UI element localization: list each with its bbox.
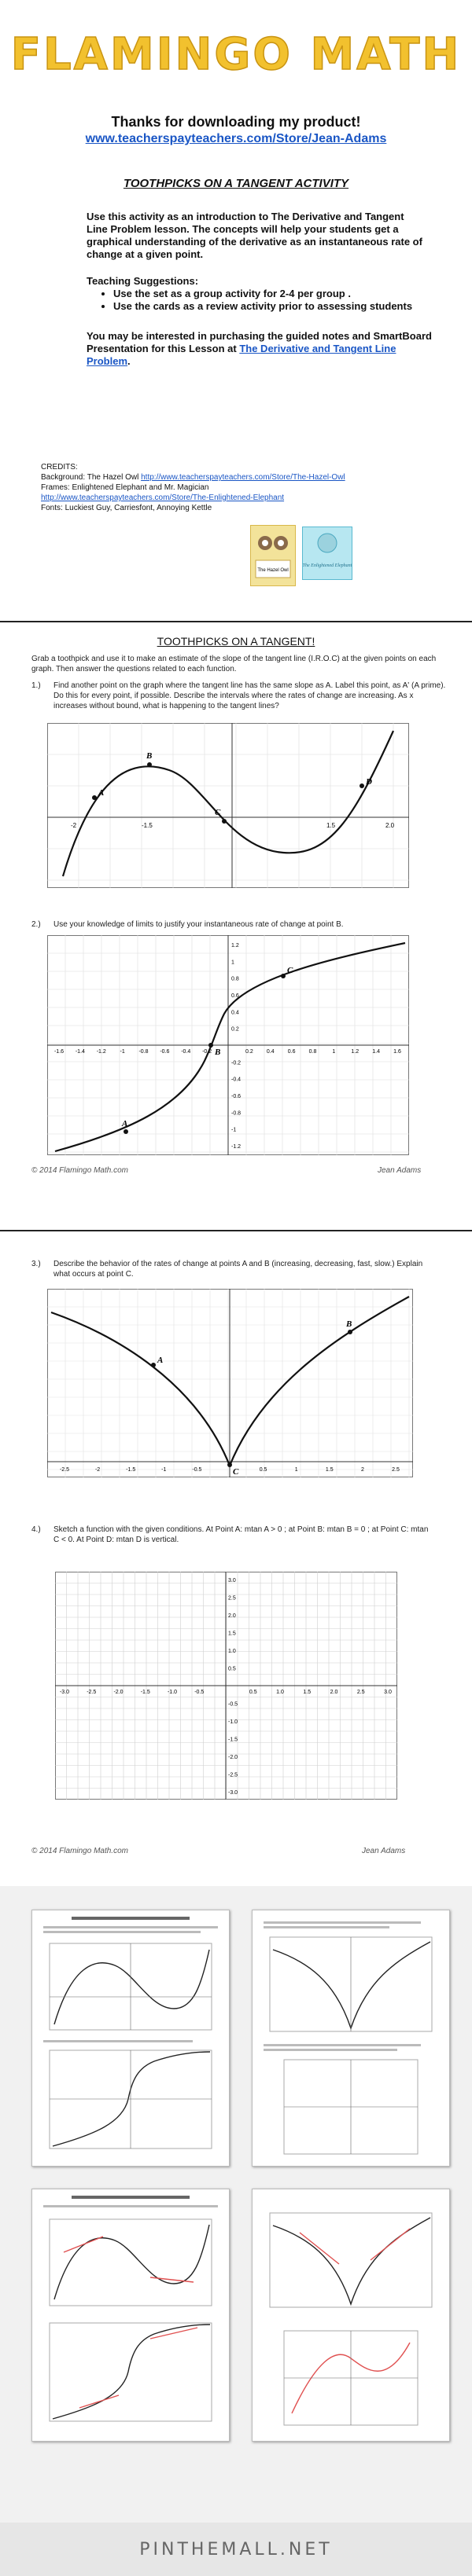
brand-title-banner [0, 0, 472, 94]
graph-1-tick: 1.5 [326, 822, 336, 829]
graph-2-y-tick: -0.6 [231, 1094, 242, 1099]
graph-2-y-tick: 0.4 [231, 1010, 239, 1016]
graph-4-y-tick: -1.0 [228, 1719, 238, 1725]
graph-1-label-d: D [366, 777, 372, 787]
graph-1-point-a [92, 795, 97, 800]
lesson-link[interactable]: The Derivative and Tangent Line Problem [87, 343, 396, 367]
credits-heading: CREDITS: [41, 463, 78, 472]
graph-2-point-b [208, 1043, 213, 1048]
graph-4-y-tick: -0.5 [228, 1701, 238, 1708]
graph-2-y-tick: -0.2 [231, 1060, 242, 1066]
purchase-text: You may be interested in purchasing the guided notes and SmartBoard Presentation for this Lesson at [87, 330, 432, 354]
question-4-number: 4.) [31, 1525, 41, 1534]
graph-1-point-b [147, 762, 152, 767]
graph-4-y-tick: -3.0 [228, 1790, 238, 1796]
graph-1 [47, 723, 409, 888]
page-divider [0, 1230, 472, 1231]
graph-2-label-c: C [287, 966, 293, 975]
preview-thumbnail-page-2[interactable] [31, 1910, 230, 2167]
question-1-number: 1.) [31, 681, 41, 690]
graph-3-x-tick: 1.5 [325, 1467, 334, 1473]
graph-3-x-tick: -0.5 [192, 1467, 202, 1473]
graph-2-x-tick: -0.6 [160, 1049, 170, 1055]
graph-3-x-tick: -1 [161, 1467, 167, 1473]
graph-2 [47, 935, 409, 1155]
graph-4-x-tick: -2.0 [113, 1690, 124, 1695]
graph-2-x-tick: -1 [120, 1049, 125, 1055]
graph-4-y-tick: 1.5 [228, 1631, 236, 1637]
graph-2-x-tick: -0.2 [202, 1049, 212, 1055]
graph-4-y-tick: 3.0 [228, 1578, 236, 1583]
question-1-text: Find another point on the graph where the tangent line has the same slope as A. Label this point, as A' (A prime). Do this for every point, if possible. Describe the intervals where the rates of change are increasing. As x increases without bound, what is happening to the tangent lines? [53, 681, 446, 710]
graph-2-y-tick: -1.2 [231, 1144, 242, 1150]
question-4-text: Sketch a function with the given conditions. At Point A: mtan A > 0 ; at Point B: mtan B = 0 ; at Point C: mtan C < 0. At Point D: mtan D is vertical. [53, 1525, 429, 1544]
graph-3-point-a [151, 1363, 156, 1367]
graph-2-point-c [281, 974, 286, 978]
graph-3-label-a: A [157, 1356, 164, 1365]
graph-2-x-tick: 0.4 [266, 1049, 275, 1055]
graph-4-y-tick: 2.5 [228, 1595, 236, 1602]
preview-thumbnail-answers-page-3[interactable] [252, 2189, 450, 2442]
graph-2-x-tick: 0.2 [245, 1049, 253, 1055]
purchase-paragraph [87, 330, 433, 368]
graph-4-y-tick: 0.5 [228, 1666, 236, 1672]
graph-3-label-c: C [233, 1467, 239, 1477]
graph-2-y-tick: 0.8 [231, 976, 239, 982]
graph-4-y-tick: 2.0 [228, 1613, 236, 1619]
graph-4-x-tick: -1.5 [140, 1690, 150, 1695]
graph-3-x-tick: 1 [294, 1467, 298, 1473]
graph-3-x-tick: 2.5 [392, 1467, 400, 1473]
graph-2-x-tick: 1 [332, 1049, 336, 1055]
graph-2-x-tick: -1.6 [53, 1049, 65, 1055]
graph-4-y-tick: 1.0 [228, 1649, 236, 1654]
graph-4-x-tick: 0.5 [249, 1690, 257, 1695]
graph-2-y-tick: -0.4 [231, 1077, 242, 1083]
graph-3 [47, 1289, 413, 1477]
graph-3-x-tick: 0.5 [259, 1467, 267, 1473]
logo1-text: The Hazel Owl [257, 568, 289, 573]
question-3-text: Describe the behavior of the rates of change at points A and B (increasing, decreasing, fast, slow.) Explain what occurs at point C. [53, 1260, 423, 1279]
graph-2-x-tick: 0.6 [287, 1049, 296, 1055]
graph-1-label-c: C [215, 808, 221, 817]
worksheet-title: TOOTHPICKS ON A TANGENT! [157, 635, 315, 648]
graph-1-tick: 2.0 [385, 822, 395, 829]
graph-1-tick: -1.5 [142, 822, 153, 829]
graph-2-point-a [124, 1129, 128, 1134]
graph-2-label-b: B [215, 1048, 221, 1057]
graph-4-x-tick: -2.5 [87, 1690, 97, 1695]
graph-3-point-c [227, 1462, 232, 1467]
graph-4-blank-grid[interactable] [55, 1572, 397, 1800]
worksheet-instructions: Grab a toothpick and use it to make an estimate of the slope of the tangent line (I.R.O.C) at the given points on each graph. Then answer the questions related to each function. [31, 655, 437, 673]
page-2-footer-left: © 2014 Flamingo Math.com [31, 1166, 128, 1175]
preview-thumbnail-answers-page-2[interactable] [31, 2189, 230, 2442]
graph-2-y-tick: -1 [231, 1127, 237, 1133]
hazel-owl-logo [250, 525, 296, 586]
graph-3-x-tick: 2 [360, 1467, 364, 1473]
graph-1-label-b: B [146, 751, 153, 761]
question-2-text: Use your knowledge of limits to justify your instantaneous rate of change at point B. [53, 920, 344, 929]
credit-background-link[interactable]: http://www.teacherspayteachers.com/Store/The-Hazel-Owl [141, 473, 345, 482]
graph-1-label-a: A [98, 788, 105, 798]
graph-4-x-tick: -0.5 [194, 1690, 205, 1695]
credit-frames: Frames: Enlightened Elephant and Mr. Magician [41, 483, 209, 492]
graph-2-y-tick: 1 [231, 960, 234, 966]
graph-4-x-tick: -1.0 [167, 1690, 178, 1695]
graph-4-x-tick: 3.0 [384, 1690, 392, 1695]
graph-2-x-tick: -1.2 [96, 1049, 106, 1055]
graph-2-y-tick: -0.8 [231, 1110, 242, 1117]
graph-2-y-tick: 0.6 [231, 993, 239, 999]
graph-2-y-tick: 1.2 [231, 943, 239, 949]
graph-2-x-tick: 1.2 [351, 1049, 360, 1055]
credit-background [41, 472, 411, 483]
question-3-number: 3.) [31, 1260, 41, 1268]
graph-4-x-tick: 1.0 [276, 1690, 284, 1695]
graph-4-x-tick: -3.0 [59, 1690, 70, 1695]
page-2-footer-right: Jean Adams [378, 1166, 422, 1175]
graph-3-label-b: B [346, 1319, 352, 1329]
graph-3-x-tick: -1.5 [126, 1467, 136, 1473]
graph-1-point-c [222, 819, 227, 824]
credits-block [41, 462, 411, 513]
graph-4-y-tick: -2.5 [228, 1772, 238, 1778]
graph-4-y-tick: -2.0 [228, 1755, 238, 1760]
logo2-text: The Enlightened Elephant [303, 563, 352, 568]
thanks-message: Thanks for downloading my product! [111, 114, 361, 130]
suggestion-item: • Use the set as a group activity for 2-4 per group . [113, 288, 444, 300]
graph-4-x-tick: 2.5 [356, 1690, 365, 1695]
preview-thumbnail-page-3[interactable] [252, 1910, 450, 2167]
graph-1-tick: -2 [71, 822, 77, 829]
graph-3-point-b [348, 1330, 352, 1334]
graph-1-point-d [360, 783, 364, 788]
credit-fonts: Fonts: Luckiest Guy, Carriesfont, Annoying Kettle [41, 504, 212, 512]
brand-title: FLAMINGO MATH [10, 29, 462, 80]
graph-3-x-tick: -2.5 [59, 1467, 70, 1473]
suggestion-item: • Use the cards as a review activity prior to assessing students [113, 300, 444, 313]
enlightened-elephant-logo [302, 527, 352, 580]
question-2-number: 2.) [31, 920, 41, 929]
graph-2-x-tick: 1.4 [372, 1049, 380, 1055]
teaching-suggestions-list [101, 288, 444, 313]
purchase-end: . [127, 355, 131, 367]
credit-frames-link[interactable]: http://www.teacherspayteachers.com/Store/The-Enlightened-Elephant [41, 494, 285, 502]
page-3-footer-right: Jean Adams [362, 1847, 406, 1855]
teaching-suggestions-heading: Teaching Suggestions: [87, 275, 199, 287]
watermark-text: PINTHEMALL.NET [139, 2540, 333, 2559]
graph-2-y-tick: 0.2 [231, 1026, 239, 1033]
graph-2-x-tick: 1.6 [393, 1049, 401, 1055]
graph-2-x-tick: 0.8 [308, 1049, 317, 1055]
graph-4-x-tick: 1.5 [303, 1690, 312, 1695]
store-link[interactable]: www.teacherspayteachers.com/Store/Jean-Adams [85, 132, 387, 145]
page-3-footer-left: © 2014 Flamingo Math.com [31, 1847, 128, 1855]
graph-4-x-tick: 2.0 [330, 1690, 338, 1695]
page-divider [0, 621, 472, 622]
graph-2-x-tick: -0.4 [181, 1049, 191, 1055]
graph-3-x-tick: -2 [94, 1467, 101, 1473]
graph-4-y-tick: -1.5 [228, 1737, 238, 1743]
credit-background-label: Background: The Hazel Owl [41, 473, 139, 482]
graph-2-x-tick: -1.4 [75, 1049, 85, 1055]
graph-2-label-a: A [122, 1119, 128, 1128]
intro-paragraph: Use this activity as an introduction to The Derivative and Tangent Line Problem lesson. The concepts will help your students get a graphical understanding of the derivative as an instantaneous rate of change at a given point. [87, 211, 422, 260]
graph-2-x-tick: -0.8 [138, 1049, 149, 1055]
activity-title: TOOTHPICKS ON A TANGENT ACTIVITY [123, 177, 349, 190]
